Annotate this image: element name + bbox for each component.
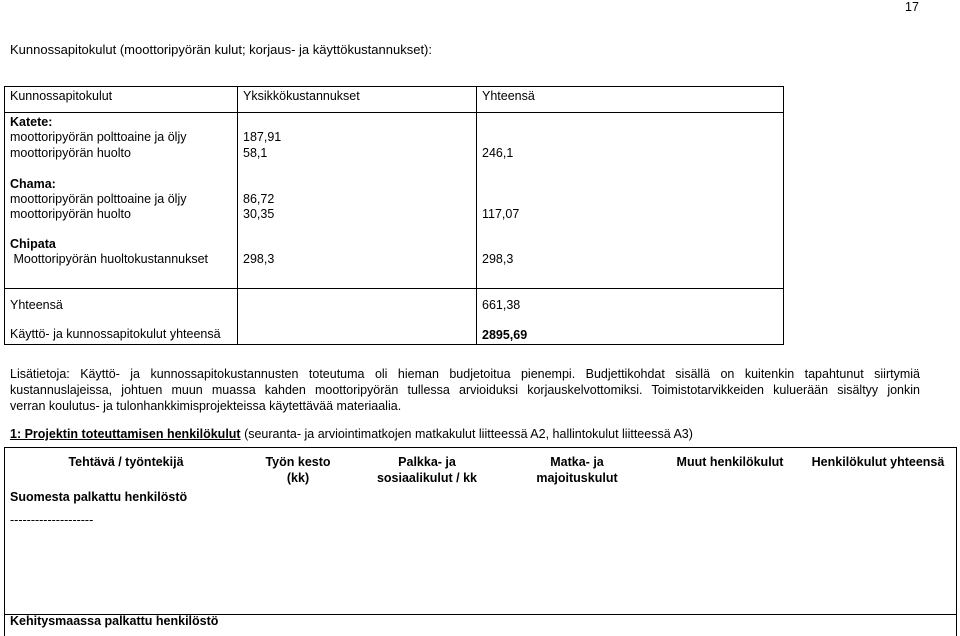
notes-line: verran koulutus- ja tulonhankkimisprojekteissa käytettävää materiaalia. — [10, 399, 402, 413]
col-duration-line1: Työn kesto — [265, 455, 331, 469]
section1-title-bold: 1: Projektin toteuttamisen henkilökulut — [10, 427, 241, 441]
dash-line: -------------------- — [10, 513, 94, 527]
col-total-costs: Henkilökulut yhteensä — [811, 455, 945, 469]
group-title-katete: Katete: — [10, 115, 53, 129]
unit-cost: 187,91 — [243, 130, 282, 144]
item-label: moottoripyörän huolto — [10, 207, 131, 221]
unit-cost: 298,3 — [243, 252, 275, 266]
group-total: 117,07 — [482, 207, 520, 221]
row-finland-staff: Suomesta palkattu henkilöstö — [10, 490, 188, 504]
col-other-costs: Muut henkilökulut — [676, 455, 784, 469]
item-label: moottoripyörän polttoaine ja öljy — [10, 130, 187, 144]
col-duration — [248, 454, 348, 486]
col-travel-line2: majoituskulut — [536, 471, 618, 485]
item-label: moottoripyörän polttoaine ja öljy — [10, 192, 187, 206]
group-title-chipata: Chipata — [10, 237, 56, 251]
header-total: Yhteensä — [482, 89, 535, 103]
section1-title — [10, 427, 693, 442]
col-travel — [517, 454, 637, 486]
sum-value: 661,38 — [482, 298, 521, 312]
row-local-staff: Kehitysmaassa palkattu henkilöstö — [10, 614, 219, 628]
col-salary-line2: sosiaalikulut / kk — [376, 471, 478, 485]
item-label: moottoripyörän huolto — [10, 146, 131, 160]
notes-line: Lisätietoja: Käyttö- ja kunnossapitokustannusten toteutuma oli hieman budjetoitua pienempi. Budjettikohdat sisällä on kuitenkin tapahtunut siirtymiä — [10, 367, 920, 381]
sum-label: Yhteensä — [10, 298, 63, 312]
col-travel-line1: Matka- ja — [550, 455, 604, 469]
grand-total-value: 2895,69 — [482, 328, 528, 342]
page-number: 17 — [905, 0, 919, 14]
col-duration-line2: (kk) — [286, 471, 310, 485]
section-heading: Kunnossapitokulut (moottoripyörän kulut; korjaus- ja käyttökustannukset): — [10, 42, 432, 57]
section1-title-rest: (seuranta- ja arviointimatkojen matkakulut liitteessä A2, hallintokulut liitteessä A3) — [240, 427, 693, 441]
group-total: 298,3 — [482, 252, 514, 266]
col-task-worker: Tehtävä / työntekijä — [68, 455, 184, 469]
header-unit-costs: Yksikkökustannukset — [243, 89, 360, 103]
unit-cost: 58,1 — [243, 146, 268, 160]
unit-cost: 86,72 — [243, 192, 275, 206]
grand-total-label: Käyttö- ja kunnossapitokulut yhteensä — [10, 327, 221, 341]
group-title-chama: Chama: — [10, 177, 56, 191]
notes-line: kustannuslajeissa, johtuen muun muassa kahden moottoripyörän tullessa arvioiduksi korjauskelvottomiksi. Toimistotarvikkeiden kuluerään sisältyy jonkin — [10, 383, 920, 397]
unit-cost: 30,35 — [243, 207, 275, 221]
col-salary — [357, 454, 497, 486]
header-maintenance: Kunnossapitokulut — [10, 89, 113, 103]
group-total: 246,1 — [482, 146, 514, 160]
notes-paragraph — [10, 366, 920, 414]
col-salary-line1: Palkka- ja — [398, 455, 456, 469]
item-label: Moottoripyörän huoltokustannukset — [10, 252, 209, 266]
